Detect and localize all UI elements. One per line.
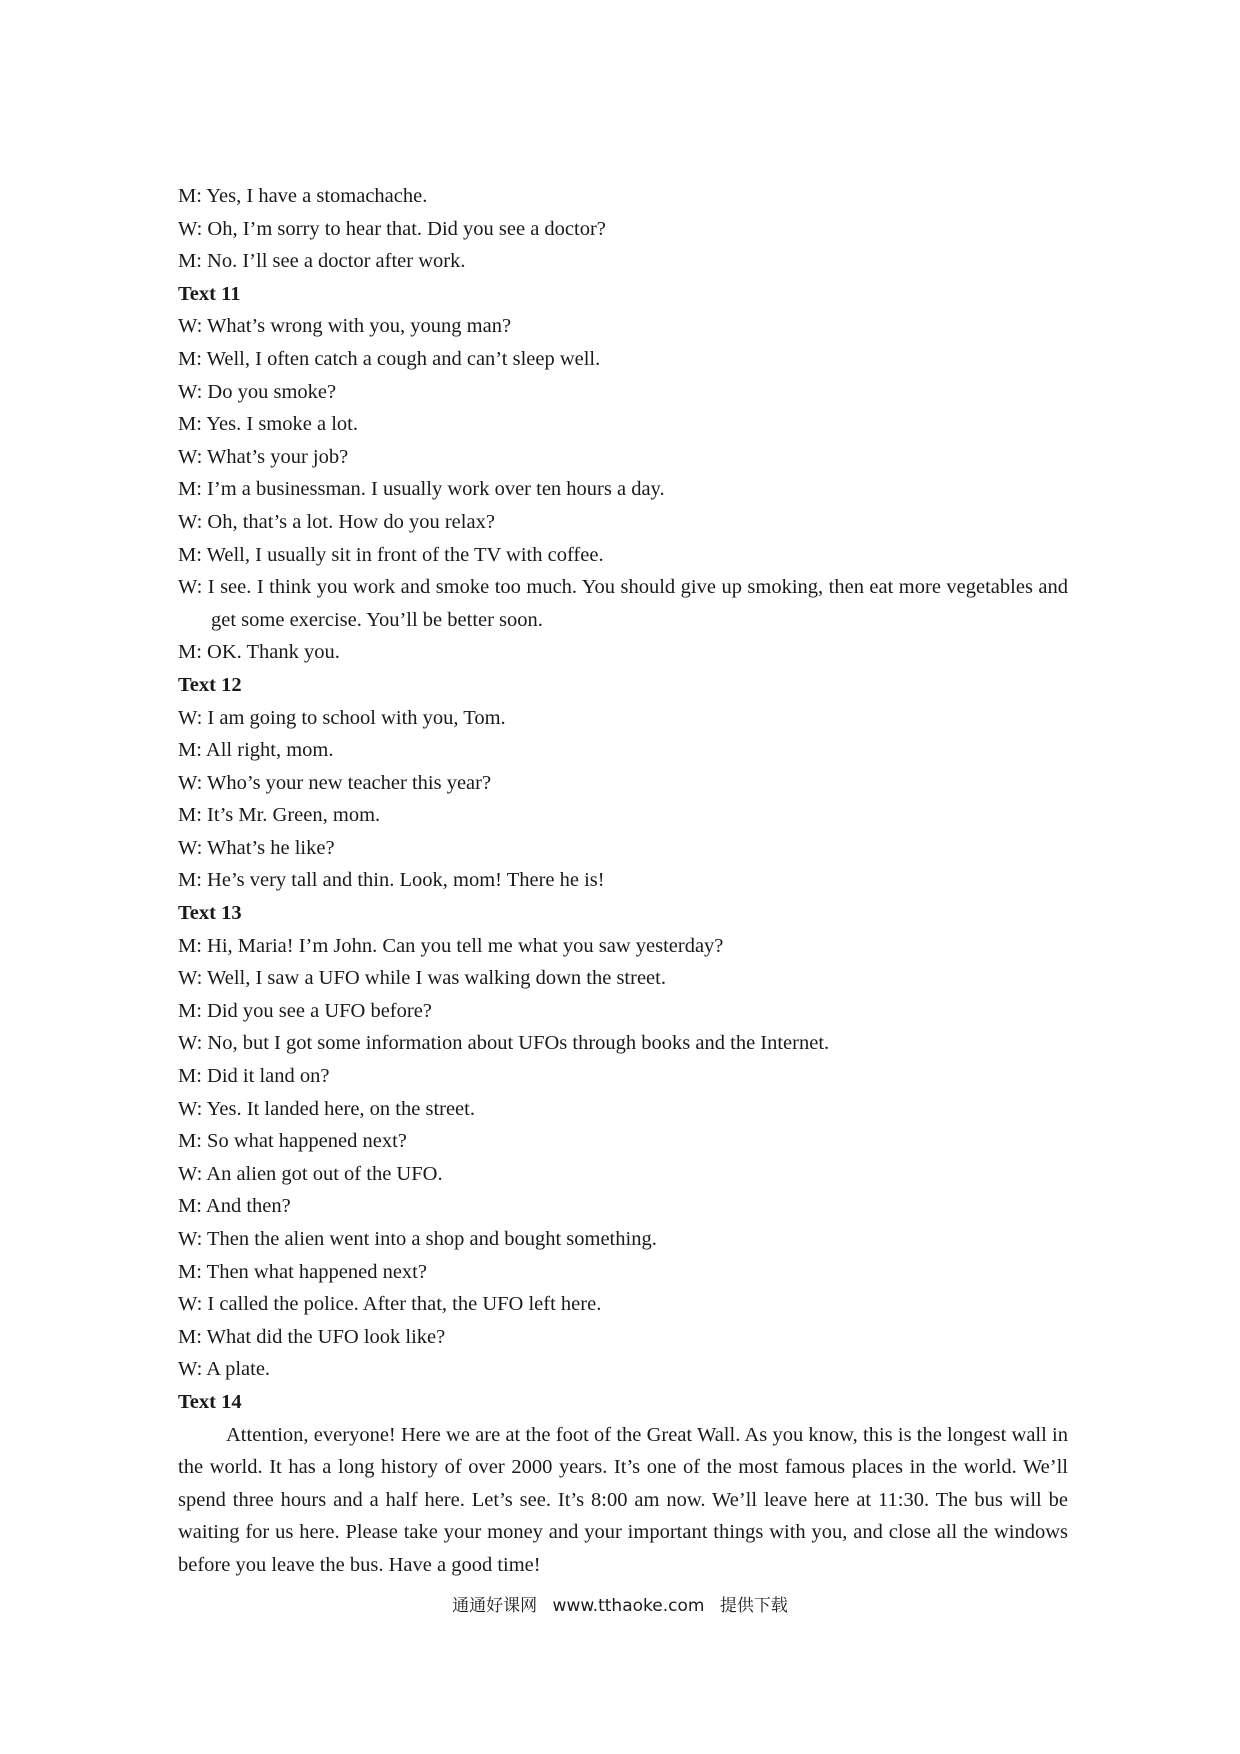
- section-heading-text13: Text 13: [178, 902, 242, 925]
- dialogue-line: M: So what happened next?: [178, 1130, 407, 1153]
- dialogue-line: W: Then the alien went into a shop and bought something.: [178, 1228, 657, 1250]
- dialogue-line: W: What’s wrong with you, young man?: [178, 315, 512, 338]
- dialogue-line: M: Did you see a UFO before?: [178, 999, 432, 1022]
- dialogue-line: M: Yes, I have a stomachache.: [178, 185, 428, 207]
- section-heading-text12: Text 12: [178, 673, 242, 696]
- dialogue-line: W: Who’s your new teacher this year?: [178, 771, 492, 794]
- section-heading-text14: Text 14: [178, 1390, 242, 1413]
- dialogue-line: M: Did it land on?: [178, 1065, 330, 1088]
- dialogue-line: M: Well, I usually sit in front of the TV with coffee.: [178, 543, 604, 566]
- dialogue-line: W: Yes. It landed here, on the street.: [178, 1097, 475, 1120]
- dialogue-line: M: All right, mom.: [178, 739, 334, 762]
- dialogue-line: M: And then?: [178, 1195, 291, 1218]
- dialogue-line: W: I am going to school with you, Tom.: [178, 706, 506, 729]
- dialogue-line: W: Do you smoke?: [178, 380, 337, 403]
- page-footer: [0, 1591, 1240, 1616]
- dialogue-line: W: Well, I saw a UFO while I was walking down the street.: [178, 967, 666, 990]
- dialogue-line: M: OK. Thank you.: [178, 641, 340, 664]
- dialogue-line: W: Oh, I’m sorry to hear that. Did you see a doctor?: [178, 217, 606, 240]
- footer-url[interactable]: www.tthaoke.com: [552, 1596, 705, 1616]
- dialogue-line: W: What’s your job?: [178, 445, 349, 468]
- dialogue-line: M: He’s very tall and thin. Look, mom! There he is!: [178, 869, 605, 892]
- dialogue-line: M: Yes. I smoke a lot.: [178, 413, 358, 436]
- dialogue-line: M: I’m a businessman. I usually work over ten hours a day.: [178, 478, 665, 501]
- dialogue-line-wrapped: W: I see. I think you work and smoke too much. You should give up smoking, then eat more vegetables and get some exercise. You’ll be better soon.: [178, 576, 1068, 631]
- dialogue-line: W: What’s he like?: [178, 836, 335, 859]
- dialogue-line: M: What did the UFO look like?: [178, 1325, 446, 1348]
- dialogue-line: W: Oh, that’s a lot. How do you relax?: [178, 510, 495, 533]
- footer-site-name: 通通好课网: [452, 1596, 538, 1616]
- dialogue-line: M: Hi, Maria! I’m John. Can you tell me what you saw yesterday?: [178, 934, 724, 957]
- document-body: [178, 180, 1068, 1582]
- announcement-paragraph: Attention, everyone! Here we are at the foot of the Great Wall. As you know, this is the longest wall in the world. It has a long history of over 2000 years. It’s one of the most famous places in the world. We’ll spend three hours and a half here. Let’s see. It’s 8:00 am now. We’ll leave here at 11:30. The bus will be waiting for us here. Please take your money and your important things with you, and close all the windows before you leave the bus. Have a good time!: [178, 1423, 1068, 1576]
- dialogue-line: M: No. I’ll see a doctor after work.: [178, 250, 466, 273]
- footer-download-text: 提供下载: [719, 1596, 788, 1616]
- dialogue-line: W: No, but I got some information about UFOs through books and the Internet.: [178, 1032, 830, 1055]
- dialogue-line: M: Well, I often catch a cough and can’t sleep well.: [178, 347, 601, 370]
- section-heading-text11: Text 11: [178, 282, 241, 305]
- dialogue-line: W: A plate.: [178, 1358, 271, 1381]
- dialogue-line: W: An alien got out of the UFO.: [178, 1162, 443, 1185]
- dialogue-line: M: Then what happened next?: [178, 1260, 427, 1283]
- dialogue-line: W: I called the police. After that, the UFO left here.: [178, 1293, 602, 1316]
- dialogue-line: M: It’s Mr. Green, mom.: [178, 804, 381, 827]
